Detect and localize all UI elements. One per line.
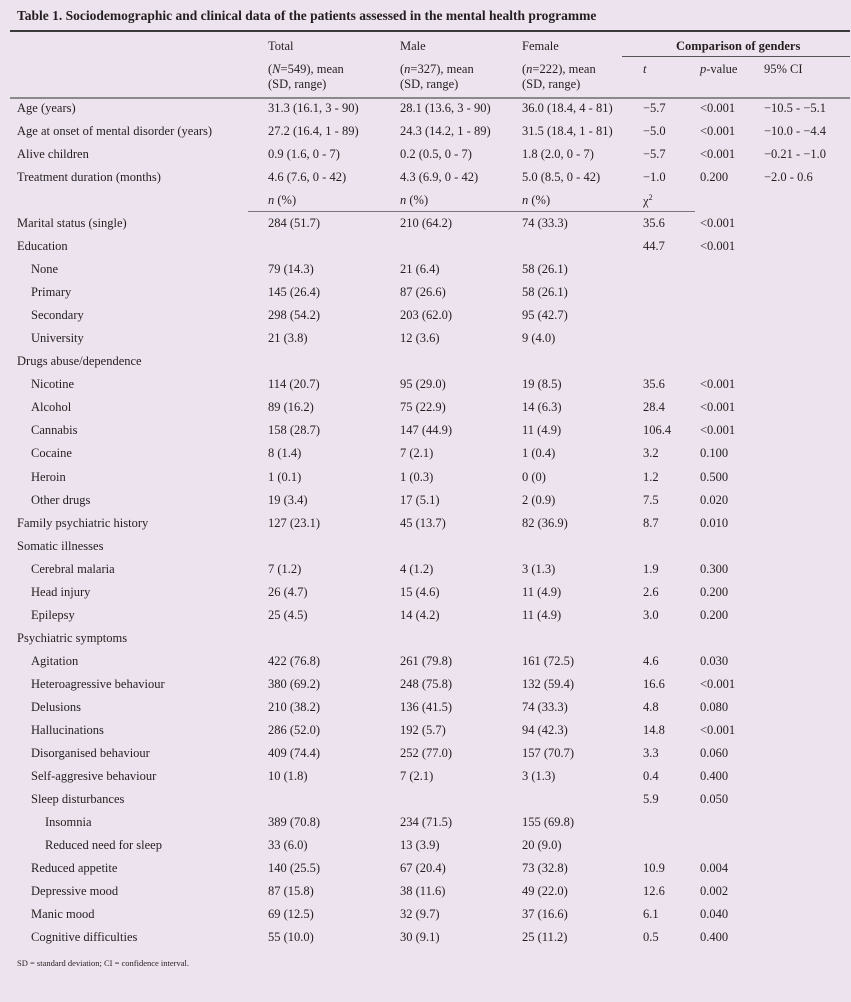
cell-ci: −0.21 - −1.0 [764,147,827,162]
cell-male: 234 (71.5) [400,814,453,829]
header-male-sub [400,62,474,92]
table-row [0,400,851,423]
table-row [0,331,851,354]
comparison-rule [622,56,850,57]
subheader-n-percent [268,193,296,208]
cell-total: 27.2 (16.4, 1 - 89) [268,124,359,138]
footnote: SD = standard deviation; CI = confidence interval. [17,958,189,968]
subheader-n-percent [400,193,428,208]
cell-total: 79 (14.3) [268,262,314,277]
cell-female: 11 (4.9) [522,607,562,622]
cell-female: 25 (11.2) [522,930,568,945]
table-row [0,700,851,723]
cell-t: −5.7 [643,101,666,115]
cell-p-value: <0.001 [700,400,736,415]
text: 2 [648,193,653,203]
cell-male: 1 (0.3) [400,469,434,484]
table-row [0,907,851,930]
table-row [0,539,851,562]
cell-female: 58 (26.1) [522,262,568,277]
cell-total: 114 (20.7) [268,377,320,392]
cell-t: −1.0 [643,170,666,185]
header-total-sub [268,62,344,92]
cell-p-value: <0.001 [700,423,736,438]
table-row [0,101,851,124]
header-t [643,62,646,77]
cell-male: 38 (11.6) [400,884,446,898]
text: =222), mean [532,62,596,76]
text: p [700,62,707,76]
text: (%) [528,193,551,208]
text: (SD, range) [400,77,459,91]
table-row [0,354,851,377]
cell-female: 37 (16.6) [522,907,568,921]
row-label: Manic mood [31,907,95,921]
cell-female: 132 (59.4) [522,676,575,691]
row-label: Cannabis [31,423,78,438]
row-label: Marital status (single) [17,216,127,231]
cell-p-value: <0.001 [700,124,736,138]
cell-total: 409 (74.4) [268,745,321,760]
header-female: Female [522,39,559,53]
text: (%) [406,193,429,208]
row-label: Nicotine [31,377,75,392]
cell-p-value: 0.040 [700,907,729,921]
cell-female: 11 (4.9) [522,584,562,599]
header-rule [10,97,850,99]
cell-total: 89 (16.2) [268,400,314,415]
cell-p-value: 0.010 [700,515,729,530]
cell-p-value: <0.001 [700,101,736,115]
cell-chi-square: 3.3 [643,745,659,760]
cell-female: 0 (0) [522,469,546,484]
cell-female: 31.5 (18.4, 1 - 81) [522,124,613,138]
cell-total: 69 (12.5) [268,907,314,921]
cell-male: 67 (20.4) [400,861,446,875]
cell-chi-square: 35.6 [643,216,665,231]
row-label: Education [17,239,68,254]
top-rule [10,30,850,32]
header-female-sub [522,62,596,92]
text: n [404,62,411,76]
row-label: Insomnia [45,814,92,829]
cell-female: 1.8 (2.0, 0 - 7) [522,147,594,162]
cell-chi-square: 3.2 [643,446,659,461]
row-label: Secondary [31,308,84,323]
cell-p-value: 0.004 [700,861,729,875]
subheader-rule [248,211,695,212]
table-row [0,239,851,262]
cell-t: −5.0 [643,124,666,138]
table-row [0,308,851,331]
text: t [643,62,647,76]
cell-female: 157 (70.7) [522,745,575,760]
table-row [0,493,851,516]
cell-chi-square: 0.4 [643,768,659,783]
cell-p-value: 0.500 [700,469,729,484]
cell-total: 389 (70.8) [268,814,321,829]
cell-male: 12 (3.6) [400,331,440,346]
row-label: None [31,262,59,277]
cell-male: 7 (2.1) [400,446,434,461]
cell-total: 55 (10.0) [268,930,314,945]
cell-total: 19 (3.4) [268,492,308,507]
cell-ci: −2.0 - 0.6 [764,170,813,185]
cell-total: 21 (3.8) [268,331,308,346]
cell-female: 94 (42.3) [522,722,568,737]
cell-chi-square: 14.8 [643,722,665,737]
cell-female: 82 (36.9) [522,515,568,530]
cell-chi-square: 35.6 [643,377,665,392]
table-row [0,769,851,792]
table-row [0,608,851,631]
cell-total: 26 (4.7) [268,584,308,599]
text: N [272,62,281,76]
text: n [526,62,533,76]
cell-chi-square: 2.6 [643,584,659,599]
cell-p-value: 0.200 [700,170,729,185]
row-label: Primary [31,285,72,300]
cell-p-value: 0.200 [700,584,729,599]
cell-chi-square: 10.9 [643,861,665,875]
cell-total: 284 (51.7) [268,216,321,231]
row-label: Depressive mood [31,884,119,898]
cell-male: 0.2 (0.5, 0 - 7) [400,147,472,162]
table-row [0,631,851,654]
row-label: Cocaine [31,446,72,461]
cell-total: 210 (38.2) [268,699,321,714]
table-row [0,562,851,585]
cell-total: 140 (25.5) [268,861,321,875]
cell-male: 4 (1.2) [400,561,434,576]
cell-total: 380 (69.2) [268,676,321,691]
table-row [0,723,851,746]
header-total: Total [268,39,294,53]
table-title: Table 1. Sociodemographic and clinical data of the patients assessed in the mental health programme [17,8,597,23]
table-row [0,838,851,861]
table-row [0,746,851,769]
cell-male: 261 (79.8) [400,653,453,668]
cell-male: 248 (75.8) [400,676,453,691]
cell-male: 24.3 (14.2, 1 - 89) [400,124,491,138]
cell-total: 158 (28.7) [268,423,321,438]
row-label: Cognitive difficulties [31,930,138,945]
table-row [0,423,851,446]
text: ( [268,62,273,76]
text: (%) [274,193,297,208]
cell-total: 0.9 (1.6, 0 - 7) [268,147,340,162]
cell-male: 30 (9.1) [400,930,440,945]
cell-chi-square: 44.7 [643,239,665,254]
cell-male: 17 (5.1) [400,492,440,507]
cell-p-value: <0.001 [700,239,736,254]
table-row [0,792,851,815]
cell-male: 14 (4.2) [400,607,440,622]
cell-total: 87 (15.8) [268,884,314,898]
cell-total: 25 (4.5) [268,607,308,622]
cell-female: 20 (9.0) [522,838,562,852]
header-p-value [700,62,737,77]
row-label: Somatic illnesses [17,538,104,553]
cell-chi-square: 4.8 [643,699,659,714]
table-row [0,216,851,239]
cell-total: 286 (52.0) [268,722,321,737]
subheader-row [0,193,851,216]
cell-total: 33 (6.0) [268,838,308,852]
cell-male: 87 (26.6) [400,285,446,300]
row-label: Epilepsy [31,607,75,622]
row-label: Agitation [31,653,79,668]
cell-male: 210 (64.2) [400,216,453,231]
cell-female: 49 (22.0) [522,884,568,898]
cell-chi-square: 1.9 [643,561,659,576]
table-row [0,930,851,953]
cell-male: 21 (6.4) [400,262,440,277]
cell-chi-square: 12.6 [643,884,665,898]
cell-p-value: 0.200 [700,607,729,622]
cell-female: 155 (69.8) [522,814,575,829]
cell-total: 422 (76.8) [268,653,321,668]
row-label: Treatment duration (months) [17,170,161,185]
text: n [522,193,529,208]
table-row [0,170,851,193]
cell-total: 145 (26.4) [268,285,321,300]
cell-male: 4.3 (6.9, 0 - 42) [400,170,479,185]
cell-total: 7 (1.2) [268,561,302,576]
cell-p-value: <0.001 [700,377,736,392]
cell-female: 14 (6.3) [522,400,562,415]
cell-p-value: <0.001 [700,676,736,691]
text: (SD, range) [268,77,327,91]
cell-p-value: 0.050 [700,791,729,806]
table-row [0,654,851,677]
cell-total: 127 (23.1) [268,515,321,530]
cell-chi-square: 1.2 [643,469,659,484]
cell-female: 11 (4.9) [522,423,562,438]
cell-female: 74 (33.3) [522,699,568,714]
cell-male: 203 (62.0) [400,308,453,323]
row-label: Cerebral malaria [31,561,115,576]
subheader-n-percent [522,193,550,208]
cell-chi-square: 16.6 [643,676,665,691]
table-row [0,861,851,884]
cell-female: 3 (1.3) [522,768,556,783]
cell-female: 5.0 (8.5, 0 - 42) [522,170,601,185]
row-label: Reduced need for sleep [45,838,162,852]
cell-female: 36.0 (18.4, 4 - 81) [522,101,613,115]
row-label: Reduced appetite [31,861,118,875]
row-label: Other drugs [31,492,91,507]
cell-total: 1 (0.1) [268,469,302,484]
row-label: Disorganised behaviour [31,745,150,760]
table-row [0,285,851,308]
row-label: Sleep disturbances [31,791,125,806]
cell-p-value: 0.030 [700,653,729,668]
cell-male: 45 (13.7) [400,515,446,530]
cell-p-value: 0.400 [700,768,729,783]
text: ( [522,62,527,76]
cell-chi-square: 106.4 [643,423,672,438]
cell-male: 7 (2.1) [400,768,434,783]
cell-p-value: 0.080 [700,699,729,714]
cell-female: 19 (8.5) [522,377,562,392]
table-row [0,446,851,469]
table-row [0,677,851,700]
row-label: Drugs abuse/dependence [17,354,142,369]
cell-male: 13 (3.9) [400,838,440,852]
text: n [400,193,407,208]
table-row [0,585,851,608]
cell-male: 252 (77.0) [400,745,453,760]
cell-p-value: 0.020 [700,492,729,507]
row-label: Age (years) [17,101,76,115]
text: n [268,193,275,208]
cell-female: 58 (26.1) [522,285,568,300]
table-row [0,147,851,170]
cell-female: 3 (1.3) [522,561,556,576]
cell-female: 73 (32.8) [522,861,568,875]
cell-female: 161 (72.5) [522,653,575,668]
cell-ci: −10.5 - −5.1 [764,101,827,115]
table-row [0,262,851,285]
table-row [0,815,851,838]
cell-total: 4.6 (7.6, 0 - 42) [268,170,347,185]
cell-ci: −10.0 - −4.4 [764,124,827,138]
cell-chi-square: 7.5 [643,492,659,507]
row-label: Hallucinations [31,722,104,737]
cell-female: 2 (0.9) [522,492,556,507]
row-label: Alive children [17,147,89,162]
cell-chi-square: 28.4 [643,400,665,415]
cell-male: 95 (29.0) [400,377,446,392]
cell-chi-square: 3.0 [643,607,659,622]
cell-male: 136 (41.5) [400,699,453,714]
text: ( [400,62,405,76]
cell-male: 32 (9.7) [400,907,440,921]
cell-male: 15 (4.6) [400,584,440,599]
row-label: University [31,331,84,346]
cell-chi-square: 4.6 [643,653,659,668]
cell-total: 10 (1.8) [268,768,308,783]
cell-female: 95 (42.7) [522,308,568,323]
table-row [0,124,851,147]
subheader-chi-square [643,193,653,209]
cell-p-value: 0.002 [700,884,729,898]
row-label: Head injury [31,584,91,599]
cell-male: 75 (22.9) [400,400,446,415]
cell-male: 192 (5.7) [400,722,446,737]
cell-total: 8 (1.4) [268,446,302,461]
table-row [0,377,851,400]
text: χ [643,194,649,209]
row-label: Heroin [31,469,66,484]
cell-p-value: <0.001 [700,147,736,162]
cell-female: 9 (4.0) [522,331,556,346]
table-row [0,470,851,493]
cell-p-value: 0.400 [700,930,729,945]
cell-male: 147 (44.9) [400,423,453,438]
row-label: Age at onset of mental disorder (years) [17,124,213,138]
header-ci: 95% CI [764,62,803,76]
cell-chi-square: 5.9 [643,791,659,806]
cell-chi-square: 0.5 [643,930,659,945]
table-row [0,884,851,907]
table-row [0,516,851,539]
header-male: Male [400,39,426,53]
text: =549), mean [280,62,344,76]
cell-p-value: <0.001 [700,216,736,231]
text: -value [706,62,738,76]
cell-chi-square: 6.1 [643,907,659,921]
cell-t: −5.7 [643,147,666,162]
cell-total: 298 (54.2) [268,308,321,323]
row-label: Alcohol [31,400,72,415]
cell-p-value: <0.001 [700,722,736,737]
row-label: Delusions [31,699,81,714]
text: =327), mean [410,62,474,76]
cell-chi-square: 8.7 [643,515,659,530]
cell-male: 28.1 (13.6, 3 - 90) [400,101,491,115]
cell-female: 74 (33.3) [522,216,568,231]
cell-p-value: 0.300 [700,561,729,576]
row-label: Psychiatric symptoms [17,630,128,645]
row-label: Family psychiatric history [17,515,149,530]
cell-p-value: 0.060 [700,745,729,760]
row-label: Heteroagressive behaviour [31,676,165,691]
cell-total: 31.3 (16.1, 3 - 90) [268,101,359,115]
text: (SD, range) [522,77,581,91]
cell-female: 1 (0.4) [522,446,556,461]
header-comparison: Comparison of genders [676,39,801,53]
row-label: Self-aggresive behaviour [31,768,157,783]
cell-p-value: 0.100 [700,446,729,461]
